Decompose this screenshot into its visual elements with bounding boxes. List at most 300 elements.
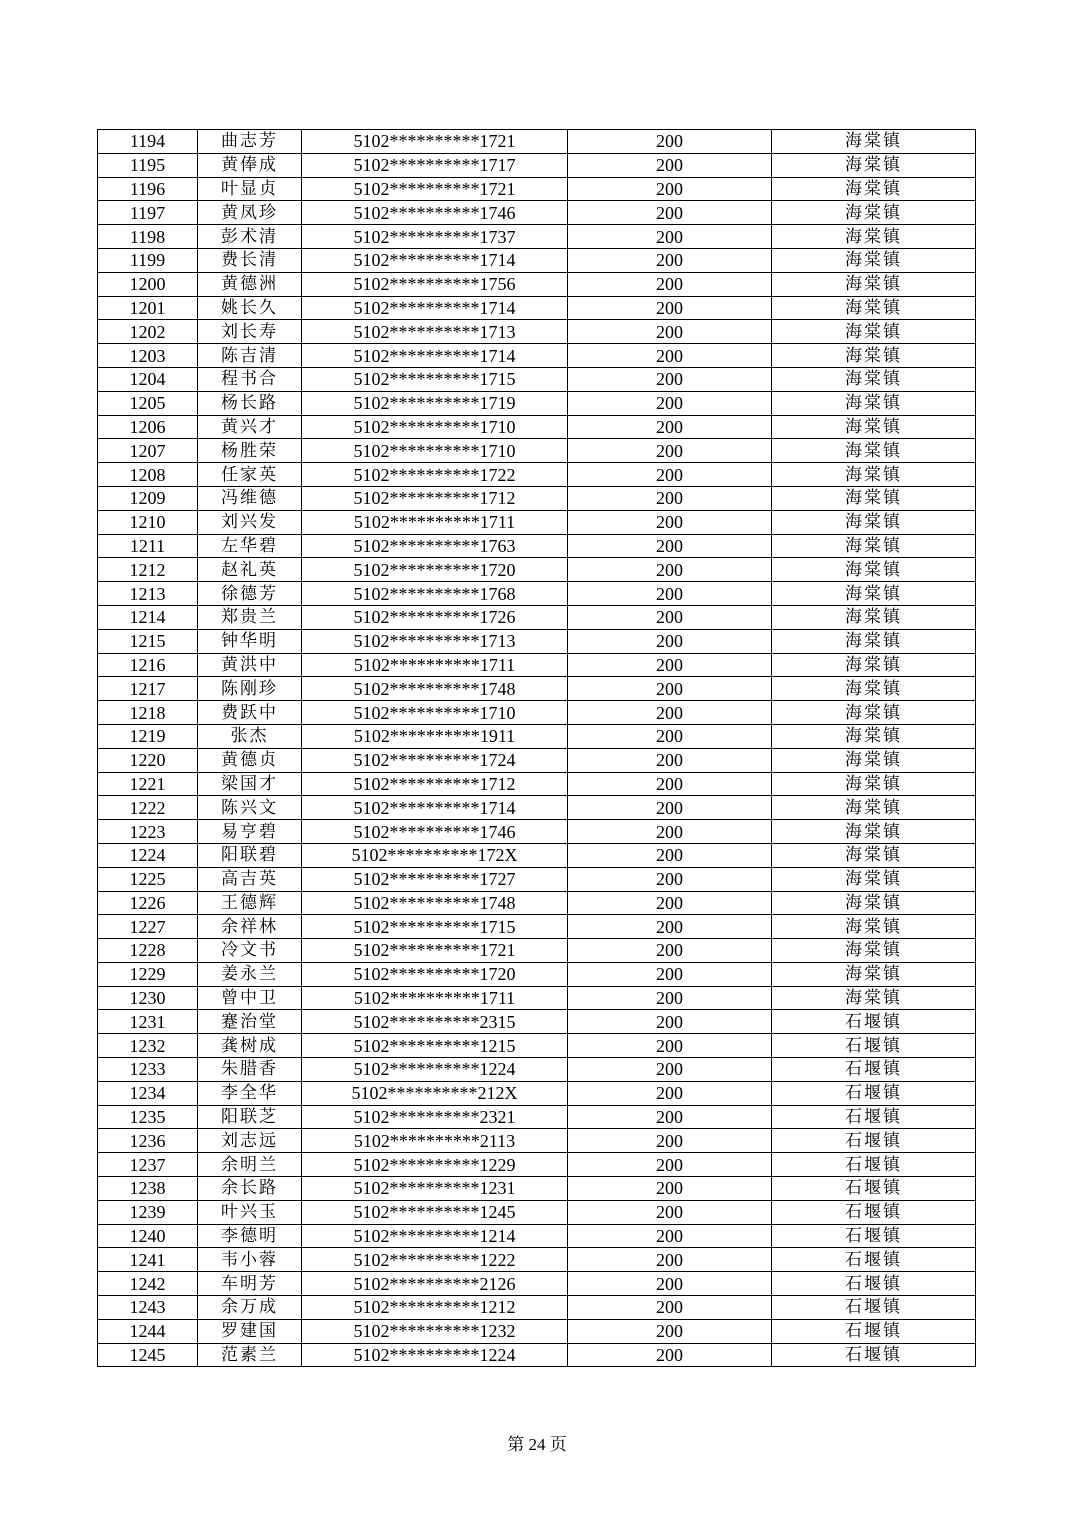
row-index-cell: 1221 — [98, 772, 198, 796]
table-row — [98, 130, 976, 154]
table-row — [98, 510, 976, 534]
id-number-cell: 5102**********2321 — [302, 1105, 568, 1129]
table-row — [98, 1248, 976, 1272]
town-cell: 海棠镇 — [772, 962, 976, 986]
town-cell: 石堰镇 — [772, 1105, 976, 1129]
name-cell: 杨长路 — [198, 391, 302, 415]
row-index-cell: 1200 — [98, 272, 198, 296]
row-index-cell: 1211 — [98, 534, 198, 558]
town-cell: 海棠镇 — [772, 320, 976, 344]
town-cell: 海棠镇 — [772, 653, 976, 677]
amount-cell: 200 — [568, 1105, 772, 1129]
town-cell: 海棠镇 — [772, 796, 976, 820]
name-cell: 余明兰 — [198, 1153, 302, 1177]
table-row — [98, 201, 976, 225]
name-cell: 王德辉 — [198, 891, 302, 915]
row-index-cell: 1222 — [98, 796, 198, 820]
town-cell: 海棠镇 — [772, 367, 976, 391]
id-number-cell: 5102**********1721 — [302, 130, 568, 154]
amount-cell: 200 — [568, 344, 772, 368]
town-cell: 石堰镇 — [772, 1224, 976, 1248]
row-index-cell: 1214 — [98, 605, 198, 629]
table-row — [98, 843, 976, 867]
name-cell: 陈刚珍 — [198, 677, 302, 701]
row-index-cell: 1233 — [98, 1058, 198, 1082]
amount-cell: 200 — [568, 367, 772, 391]
id-number-cell: 5102**********1711 — [302, 510, 568, 534]
amount-cell: 200 — [568, 130, 772, 154]
name-cell: 姚长久 — [198, 296, 302, 320]
table-row — [98, 486, 976, 510]
row-index-cell: 1241 — [98, 1248, 198, 1272]
town-cell: 海棠镇 — [772, 463, 976, 487]
amount-cell: 200 — [568, 248, 772, 272]
name-cell: 叶显贞 — [198, 177, 302, 201]
id-number-cell: 5102**********1714 — [302, 248, 568, 272]
id-number-cell: 5102**********1714 — [302, 796, 568, 820]
id-number-cell: 5102**********1748 — [302, 891, 568, 915]
id-number-cell: 5102**********2315 — [302, 1010, 568, 1034]
id-number-cell: 5102**********1720 — [302, 962, 568, 986]
row-index-cell: 1230 — [98, 986, 198, 1010]
id-number-cell: 5102**********2113 — [302, 1129, 568, 1153]
town-cell: 海棠镇 — [772, 915, 976, 939]
id-number-cell: 5102**********1756 — [302, 272, 568, 296]
id-number-cell: 5102**********1224 — [302, 1343, 568, 1367]
town-cell: 石堰镇 — [772, 1200, 976, 1224]
id-number-cell: 5102**********2126 — [302, 1272, 568, 1296]
town-cell: 石堰镇 — [772, 1296, 976, 1320]
name-cell: 杨胜荣 — [198, 439, 302, 463]
name-cell: 彭术清 — [198, 225, 302, 249]
amount-cell: 200 — [568, 391, 772, 415]
amount-cell: 200 — [568, 1010, 772, 1034]
amount-cell: 200 — [568, 439, 772, 463]
town-cell: 海棠镇 — [772, 843, 976, 867]
amount-cell: 200 — [568, 1177, 772, 1201]
name-cell: 高吉英 — [198, 867, 302, 891]
row-index-cell: 1229 — [98, 962, 198, 986]
town-cell: 石堰镇 — [772, 1058, 976, 1082]
table-row — [98, 891, 976, 915]
name-cell: 黄凤珍 — [198, 201, 302, 225]
table-row — [98, 772, 976, 796]
table-row — [98, 962, 976, 986]
name-cell: 阳联碧 — [198, 843, 302, 867]
name-cell: 叶兴玉 — [198, 1200, 302, 1224]
id-number-cell: 5102**********1245 — [302, 1200, 568, 1224]
name-cell: 赵礼英 — [198, 558, 302, 582]
name-cell: 阳联芝 — [198, 1105, 302, 1129]
row-index-cell: 1224 — [98, 843, 198, 867]
id-number-cell: 5102**********1712 — [302, 772, 568, 796]
id-number-cell: 5102**********1713 — [302, 320, 568, 344]
table-row — [98, 558, 976, 582]
row-index-cell: 1194 — [98, 130, 198, 154]
name-cell: 易亨碧 — [198, 820, 302, 844]
table-row — [98, 629, 976, 653]
amount-cell: 200 — [568, 1224, 772, 1248]
amount-cell: 200 — [568, 962, 772, 986]
name-cell: 梁国才 — [198, 772, 302, 796]
row-index-cell: 1218 — [98, 701, 198, 725]
amount-cell: 200 — [568, 1200, 772, 1224]
id-number-cell: 5102**********1215 — [302, 1034, 568, 1058]
town-cell: 海棠镇 — [772, 748, 976, 772]
amount-cell: 200 — [568, 272, 772, 296]
table-row — [98, 1200, 976, 1224]
row-index-cell: 1243 — [98, 1296, 198, 1320]
amount-cell: 200 — [568, 1343, 772, 1367]
name-cell: 郑贵兰 — [198, 605, 302, 629]
table-row — [98, 1177, 976, 1201]
table-row — [98, 1129, 976, 1153]
table-row — [98, 1319, 976, 1343]
name-cell: 黄洪中 — [198, 653, 302, 677]
name-cell: 徐德芳 — [198, 582, 302, 606]
town-cell: 海棠镇 — [772, 772, 976, 796]
table-row — [98, 1058, 976, 1082]
row-index-cell: 1201 — [98, 296, 198, 320]
amount-cell: 200 — [568, 1129, 772, 1153]
table-row — [98, 653, 976, 677]
town-cell: 海棠镇 — [772, 724, 976, 748]
amount-cell: 200 — [568, 701, 772, 725]
town-cell: 石堰镇 — [772, 1153, 976, 1177]
name-cell: 姜永兰 — [198, 962, 302, 986]
amount-cell: 200 — [568, 486, 772, 510]
town-cell: 海棠镇 — [772, 986, 976, 1010]
amount-cell: 200 — [568, 320, 772, 344]
name-cell: 陈吉清 — [198, 344, 302, 368]
table-row — [98, 367, 976, 391]
table-row — [98, 1224, 976, 1248]
town-cell: 海棠镇 — [772, 510, 976, 534]
table-row — [98, 582, 976, 606]
row-index-cell: 1205 — [98, 391, 198, 415]
row-index-cell: 1210 — [98, 510, 198, 534]
town-cell: 海棠镇 — [772, 248, 976, 272]
amount-cell: 200 — [568, 629, 772, 653]
name-cell: 左华碧 — [198, 534, 302, 558]
name-cell: 余万成 — [198, 1296, 302, 1320]
amount-cell: 200 — [568, 582, 772, 606]
town-cell: 石堰镇 — [772, 1319, 976, 1343]
id-number-cell: 5102**********1727 — [302, 867, 568, 891]
name-cell: 刘长寿 — [198, 320, 302, 344]
town-cell: 海棠镇 — [772, 891, 976, 915]
id-number-cell: 5102**********1222 — [302, 1248, 568, 1272]
town-cell: 石堰镇 — [772, 1010, 976, 1034]
row-index-cell: 1228 — [98, 939, 198, 963]
id-number-cell: 5102**********1726 — [302, 605, 568, 629]
table-row — [98, 534, 976, 558]
amount-cell: 200 — [568, 1296, 772, 1320]
row-index-cell: 1198 — [98, 225, 198, 249]
row-index-cell: 1242 — [98, 1272, 198, 1296]
town-cell: 石堰镇 — [772, 1248, 976, 1272]
table-row — [98, 1034, 976, 1058]
name-cell: 余长路 — [198, 1177, 302, 1201]
amount-cell: 200 — [568, 201, 772, 225]
name-cell: 韦小蓉 — [198, 1248, 302, 1272]
row-index-cell: 1245 — [98, 1343, 198, 1367]
town-cell: 海棠镇 — [772, 820, 976, 844]
row-index-cell: 1213 — [98, 582, 198, 606]
row-index-cell: 1204 — [98, 367, 198, 391]
name-cell: 费长清 — [198, 248, 302, 272]
town-cell: 海棠镇 — [772, 344, 976, 368]
table-row — [98, 391, 976, 415]
id-number-cell: 5102**********1911 — [302, 724, 568, 748]
table-row — [98, 153, 976, 177]
id-number-cell: 5102**********1721 — [302, 939, 568, 963]
name-cell: 程书合 — [198, 367, 302, 391]
row-index-cell: 1215 — [98, 629, 198, 653]
town-cell: 海棠镇 — [772, 130, 976, 154]
id-number-cell: 5102**********1763 — [302, 534, 568, 558]
amount-cell: 200 — [568, 915, 772, 939]
amount-cell: 200 — [568, 153, 772, 177]
name-cell: 黄德贞 — [198, 748, 302, 772]
table-row — [98, 605, 976, 629]
table-row — [98, 272, 976, 296]
name-cell: 黄俸成 — [198, 153, 302, 177]
row-index-cell: 1202 — [98, 320, 198, 344]
id-number-cell: 5102**********1212 — [302, 1296, 568, 1320]
row-index-cell: 1234 — [98, 1081, 198, 1105]
table-row — [98, 939, 976, 963]
amount-cell: 200 — [568, 1319, 772, 1343]
id-number-cell: 5102**********1214 — [302, 1224, 568, 1248]
id-number-cell: 5102**********1746 — [302, 820, 568, 844]
table-row — [98, 748, 976, 772]
town-cell: 海棠镇 — [772, 605, 976, 629]
amount-cell: 200 — [568, 605, 772, 629]
town-cell: 海棠镇 — [772, 272, 976, 296]
table-row — [98, 1105, 976, 1129]
town-cell: 海棠镇 — [772, 701, 976, 725]
amount-cell: 200 — [568, 891, 772, 915]
table-row — [98, 248, 976, 272]
table-row — [98, 677, 976, 701]
name-cell: 李全华 — [198, 1081, 302, 1105]
name-cell: 曾中卫 — [198, 986, 302, 1010]
town-cell: 海棠镇 — [772, 177, 976, 201]
amount-cell: 200 — [568, 1272, 772, 1296]
id-number-cell: 5102**********1714 — [302, 344, 568, 368]
id-number-cell: 5102**********1717 — [302, 153, 568, 177]
name-cell: 曲志芳 — [198, 130, 302, 154]
town-cell: 海棠镇 — [772, 415, 976, 439]
id-number-cell: 5102**********1232 — [302, 1319, 568, 1343]
row-index-cell: 1217 — [98, 677, 198, 701]
id-number-cell: 5102**********1721 — [302, 177, 568, 201]
amount-cell: 200 — [568, 653, 772, 677]
id-number-cell: 5102**********1711 — [302, 986, 568, 1010]
table-row — [98, 463, 976, 487]
id-number-cell: 5102**********1710 — [302, 415, 568, 439]
row-index-cell: 1196 — [98, 177, 198, 201]
name-cell: 刘志远 — [198, 1129, 302, 1153]
town-cell: 海棠镇 — [772, 391, 976, 415]
amount-cell: 200 — [568, 1034, 772, 1058]
town-cell: 海棠镇 — [772, 558, 976, 582]
table-row — [98, 701, 976, 725]
row-index-cell: 1219 — [98, 724, 198, 748]
table-row — [98, 1272, 976, 1296]
town-cell: 海棠镇 — [772, 153, 976, 177]
name-cell: 朱腊香 — [198, 1058, 302, 1082]
town-cell: 海棠镇 — [772, 629, 976, 653]
name-cell: 范素兰 — [198, 1343, 302, 1367]
row-index-cell: 1207 — [98, 439, 198, 463]
amount-cell: 200 — [568, 820, 772, 844]
town-cell: 海棠镇 — [772, 939, 976, 963]
table-row — [98, 225, 976, 249]
name-cell: 钟华明 — [198, 629, 302, 653]
id-number-cell: 5102**********1710 — [302, 439, 568, 463]
table-row — [98, 344, 976, 368]
table-row — [98, 177, 976, 201]
id-number-cell: 5102**********1722 — [302, 463, 568, 487]
town-cell: 海棠镇 — [772, 225, 976, 249]
row-index-cell: 1235 — [98, 1105, 198, 1129]
name-cell: 黄德洲 — [198, 272, 302, 296]
row-index-cell: 1231 — [98, 1010, 198, 1034]
row-index-cell: 1238 — [98, 1177, 198, 1201]
id-number-cell: 5102**********1714 — [302, 296, 568, 320]
amount-cell: 200 — [568, 843, 772, 867]
row-index-cell: 1244 — [98, 1319, 198, 1343]
row-index-cell: 1239 — [98, 1200, 198, 1224]
table-row — [98, 1153, 976, 1177]
name-cell: 车明芳 — [198, 1272, 302, 1296]
amount-cell: 200 — [568, 296, 772, 320]
name-cell: 冷文书 — [198, 939, 302, 963]
table-row — [98, 320, 976, 344]
row-index-cell: 1225 — [98, 867, 198, 891]
amount-cell: 200 — [568, 510, 772, 534]
id-number-cell: 5102**********1231 — [302, 1177, 568, 1201]
amount-cell: 200 — [568, 534, 772, 558]
row-index-cell: 1236 — [98, 1129, 198, 1153]
row-index-cell: 1212 — [98, 558, 198, 582]
row-index-cell: 1232 — [98, 1034, 198, 1058]
name-cell: 冯维德 — [198, 486, 302, 510]
row-index-cell: 1227 — [98, 915, 198, 939]
town-cell: 海棠镇 — [772, 534, 976, 558]
page-number: 第 24 页 — [507, 1435, 567, 1454]
table-row — [98, 820, 976, 844]
row-index-cell: 1197 — [98, 201, 198, 225]
name-cell: 李德明 — [198, 1224, 302, 1248]
town-cell: 海棠镇 — [772, 486, 976, 510]
town-cell: 海棠镇 — [772, 296, 976, 320]
table-row — [98, 439, 976, 463]
id-number-cell: 5102**********1720 — [302, 558, 568, 582]
row-index-cell: 1223 — [98, 820, 198, 844]
id-number-cell: 5102**********1715 — [302, 367, 568, 391]
id-number-cell: 5102**********1713 — [302, 629, 568, 653]
name-cell: 余祥林 — [198, 915, 302, 939]
id-number-cell: 5102**********212X — [302, 1081, 568, 1105]
name-cell: 黄兴才 — [198, 415, 302, 439]
amount-cell: 200 — [568, 724, 772, 748]
table-row — [98, 796, 976, 820]
amount-cell: 200 — [568, 225, 772, 249]
row-index-cell: 1220 — [98, 748, 198, 772]
amount-cell: 200 — [568, 796, 772, 820]
id-number-cell: 5102**********1711 — [302, 653, 568, 677]
id-number-cell: 5102**********1715 — [302, 915, 568, 939]
row-index-cell: 1199 — [98, 248, 198, 272]
town-cell: 海棠镇 — [772, 582, 976, 606]
town-cell: 海棠镇 — [772, 867, 976, 891]
id-number-cell: 5102**********1748 — [302, 677, 568, 701]
name-cell: 龚树成 — [198, 1034, 302, 1058]
id-number-cell: 5102**********172X — [302, 843, 568, 867]
town-cell: 海棠镇 — [772, 677, 976, 701]
town-cell: 石堰镇 — [772, 1272, 976, 1296]
row-index-cell: 1216 — [98, 653, 198, 677]
table-row — [98, 296, 976, 320]
id-number-cell: 5102**********1224 — [302, 1058, 568, 1082]
town-cell: 海棠镇 — [772, 201, 976, 225]
id-number-cell: 5102**********1746 — [302, 201, 568, 225]
id-number-cell: 5102**********1768 — [302, 582, 568, 606]
table-row — [98, 915, 976, 939]
town-cell: 石堰镇 — [772, 1034, 976, 1058]
table-row — [98, 1343, 976, 1367]
amount-cell: 200 — [568, 177, 772, 201]
id-number-cell: 5102**********1724 — [302, 748, 568, 772]
amount-cell: 200 — [568, 1081, 772, 1105]
amount-cell: 200 — [568, 677, 772, 701]
amount-cell: 200 — [568, 1153, 772, 1177]
amount-cell: 200 — [568, 772, 772, 796]
id-number-cell: 5102**********1229 — [302, 1153, 568, 1177]
table-row — [98, 1296, 976, 1320]
town-cell: 海棠镇 — [772, 439, 976, 463]
name-cell: 陈兴文 — [198, 796, 302, 820]
amount-cell: 200 — [568, 463, 772, 487]
town-cell: 石堰镇 — [772, 1177, 976, 1201]
row-index-cell: 1208 — [98, 463, 198, 487]
town-cell: 石堰镇 — [772, 1343, 976, 1367]
amount-cell: 200 — [568, 415, 772, 439]
row-index-cell: 1209 — [98, 486, 198, 510]
name-cell: 蹇治堂 — [198, 1010, 302, 1034]
name-cell: 任家英 — [198, 463, 302, 487]
id-number-cell: 5102**********1737 — [302, 225, 568, 249]
amount-cell: 200 — [568, 1248, 772, 1272]
row-index-cell: 1237 — [98, 1153, 198, 1177]
table-row — [98, 1010, 976, 1034]
table-row — [98, 986, 976, 1010]
town-cell: 石堰镇 — [772, 1129, 976, 1153]
amount-cell: 200 — [568, 939, 772, 963]
id-number-cell: 5102**********1710 — [302, 701, 568, 725]
amount-cell: 200 — [568, 748, 772, 772]
data-table — [97, 129, 976, 1367]
id-number-cell: 5102**********1719 — [302, 391, 568, 415]
row-index-cell: 1240 — [98, 1224, 198, 1248]
table-row — [98, 724, 976, 748]
table-row — [98, 867, 976, 891]
id-number-cell: 5102**********1712 — [302, 486, 568, 510]
town-cell: 石堰镇 — [772, 1081, 976, 1105]
